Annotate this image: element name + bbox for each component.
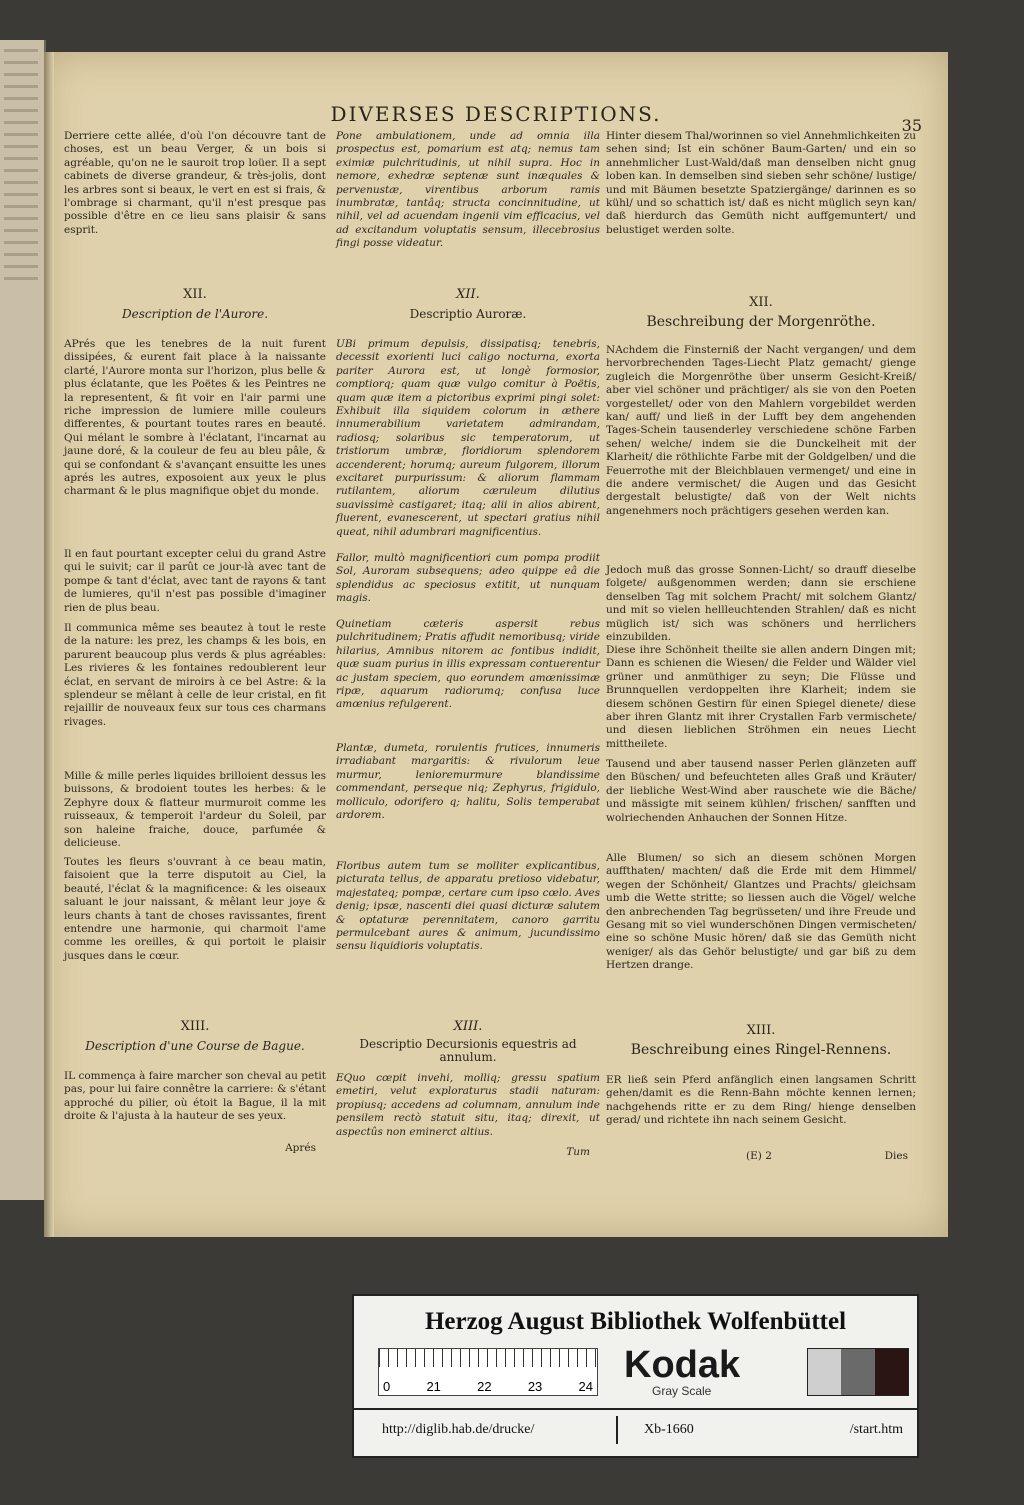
kodak-logo: Kodak [624,1344,741,1386]
la-section-12-number: XII. [456,287,480,302]
de-section-13-title: Beschreibung eines Ringel-Rennens. [630,1042,892,1058]
la-section-13-title: Descriptio Decursionis equestris ad annulum. [359,1037,577,1065]
de-section-12-title: Beschreibung der Morgenröthe. [646,314,876,330]
start-page-path: /start.htm [849,1422,903,1437]
fr-s12-paragraph-3: Il communica même ses beautez à tout le reste de la nature: les prez, les champs & les bois, en parurent beaucoup plus verds & plus agréables: Les rivieres & les fontaines redoublerent leur éclat, en servant de miroirs à ce bel Astre: & la splendeur se mêlant à celle de leur cristal, en fit rejaillir de nouveaux feux sur tous ces charmans rivages. [64,622,326,728]
de-catchword: Dies [884,1150,908,1162]
library-target-label [352,1294,919,1458]
ruler-number: 24 [578,1379,593,1394]
la-s13-paragraph-1: EQuo cœpit invehi, molliq; gressu spatium emetiri, velut exploraturus stadii naturam: propiusq; accedens ad columnam, annulum inde pensilem rectò statuit situ, itaq; direxit, ut aspectûs non eminerct altius. [336,1072,600,1138]
adjacent-page-edge [0,40,46,1200]
la-s12-paragraph-3: Quinetiam cæteris aspersit rebus pulchritudinem; Pratis affudit nemoribusq; viride hilarius, Amnibus nitorem ac fontibus indidit, quæ suam purius in illis expressam contuerentur ac justam speciem, quo eorundem amœnissimæ ripæ, aquarum radiorumq; confusa luce amœnius refulgerent. [336,618,600,711]
la-s12-paragraph-4: Plantæ, dumeta, rorulentis frutices, innumeris irradiabant margaritis: & rivulorum leue murmur, lenioremurmure blandissime commendant, perseque niq; Zephyrus, frigidulo, molliculo, odorifero q; halitu, Solis temperabat ardorem. [336,742,600,822]
ruler-number: 0 [383,1379,391,1394]
fr-section-12-title: Description de l'Aurore. [121,307,269,321]
de-section-12-number: XII. [749,295,773,310]
scale-ruler [378,1348,598,1396]
gray-scale-swatches [807,1348,909,1396]
fr-section-13-title: Description d'une Course de Bague. [85,1039,305,1053]
de-s12-paragraph-5: Alle Blumen/ so sich an diesem schönen Morgen auffthaten/ machten/ daß die Erde mit dem Himmel/ wegen der Schönheit/ Glantzes und Prachts/ gleichsam umb die Wette stritte; so liessen auch die Vögel/ welche den anbrechenden Tag begrüsseten/ und ihre Freude und Gesang mit so viel wunderschönen Dingen vermischeten/ eine so schöne Music hören/ daß sie das Gemüth nicht weniger/ als das Gehör belustigte/ und gar biß zu dem Hertzen drange. [606,852,916,972]
la-section-13-number: XIII. [453,1019,483,1034]
la-section-12-title: Descriptio Auroræ. [409,307,527,321]
library-name: Herzog August Bibliothek Wolfenbüttel [424,1308,847,1335]
digital-library-url: http://diglib.hab.de/drucke/ [382,1422,535,1437]
fr-s12-paragraph-1: APrés que les tenebres de la nuit furent dissipées, & eurent fait place à la naissante clarté, l'Aurore monta sur l'horizon, plus belle & plus éclatante, que les Poëtes & les Peintres ne la representent, & fit voir en l'air parmi une riche impression de lumiere mille couleurs differentes, & pourtant toutes rares en beauté. Qui mélant le sombre à l'éclatant, l'incarnat au jaune doré, & la couleur de feu au bleu pâle, & qui se confondant & s'avançant ensuitte les unes aprés les autres, exposoient aux yeux le plus charmant & le plus magnifique objet du monde. [64,338,326,498]
gray-scale-label: Gray Scale [652,1384,712,1398]
label-footer [354,1408,917,1450]
page-gutter-shadow [44,52,54,1237]
footer-divider [616,1416,618,1444]
ruler-ticks [379,1349,597,1367]
ruler-number: 22 [477,1379,492,1394]
de-s12-paragraph-4: Tausend und aber tausend nasser Perlen glänzeten auff den Büschen/ und befeuchteten alles Graß und Kräuter/ der liebliche West-Wind aber rauschete wie die Bäche/ und mässigte mit seinem kühlen/ frischen/ sanfften und wolriechenden Anhauchen der Sonnen Hitze. [606,758,916,824]
fr-s12-paragraph-2: Il en faut pourtant excepter celui du grand Astre qui le suivit; car il parût ce jour-là avec tant de pompe & tant d'éclat, avec tant de rayons & tant de lumieres, qu'il n'est pas possible d'imaginer rien de plus beau. [64,548,326,614]
fr-s13-paragraph-1: IL commença à faire marcher son cheval au petit pas, pour lui faire connêtre la carriere: & s'étant approché du pilier, où étoit la Bague, il la mit droite & l'ajusta à la hauteur de ses yeux. [64,1070,326,1123]
de-s13-paragraph-1: ER ließ sein Pferd anfänglich einen langsamen Schritt gehen/damit es die Renn-Bahn möchte kennen lernen; nachgehends ritte er zu dem Ring/ hienge denselben gerad/ und richtete ihn nach seinem Gesicht. [606,1074,916,1127]
de-section-13-number: XIII. [746,1023,776,1038]
la-s12-paragraph-2: Fallor, multò magnificentiori cum pompa prodiit Sol, Auroram subsequens; adeo quippe eâ die splendidus ac speciosus extitit, ut nunquam magis. [336,552,600,605]
de-signature-mark: (E) 2 [746,1150,772,1162]
swatch-mid [841,1349,874,1395]
swatch-dark [875,1349,908,1395]
de-s12-paragraph-1: NAchdem die Finsterniß der Nacht vergangen/ und dem hervorbrechenden Tages-Liecht Platz gemacht/ gienge zugleich die Morgenröthe über unserm Gesicht-Kreiß/ aber viel schöner und prächtiger/ als sie von den Poeten vorgestellet/ oder von den Mahlern vorgebildet werden kan/ auff/ und ließ in der Lufft bey dem angehenden Tages-Schein tausenderley verschiedene schöne Farben sehen/ welche/ indem sie die Dunckelheit mit der Klarheit/ die röthlichte Farbe mit der Goldgelben/ und die Feuerrothe mit der Bleichblauen vermenget/ und eine in die andere vermischet/ die Augen und das Gesicht dergestalt belustigte/ daß von der Welt nichts angenehmers noch prächtigers gesehen werden kan. [606,344,916,517]
fr-s12-paragraph-5: Toutes les fleurs s'ouvrant à ce beau matin, faisoient que la terre disputoit au Ciel, la beauté, l'éclat & la magnificence: & les oiseaux saluant le jour naissant, & mêlant leur joye & leurs chants à tant de choses ravissantes, firent entendre une harmonie, qui charmoit l'ame comme les oreilles, & qui portoit le plaisir jusques dans le cœur. [64,856,326,962]
de-intro: Hinter diesem Thal/worinnen so viel Annehmlichkeiten zu sehen sind; Ist ein schöner Baum-Garten/ und ein so annehmlicher Lust-Wald/daß man denselben nicht gnug loben kan. In demselben sind sieben sehr schöne/ lustige/ und mit Bäumen besetzte Spatziergänge/ darinnen es so kühl/ und so schattich ist/ daß es nicht müglich seyn kan/ daß hierdurch das Gemüth nicht auffgemuntert/ und belustiget werden solte. [606,130,916,236]
running-header: DIVERSES DESCRIPTIONS. [330,102,662,126]
fr-intro: Derriere cette allée, d'où l'on découvre tant de choses, est un beau Verger, & un bois si agréable, qu'on ne le sauroit trop loüer. Il a sept cabinets de diverse grandeur, & très-jolis, dont les arbres sont si beaux, le vert en est si frais, & l'ombrage si charmant, qu'il n'est presque pas possible d'être en ce lieu sans plaisir & sans esprit. [64,130,326,236]
fr-section-12-number: XII. [183,287,207,302]
ruler-numbers [379,1379,597,1394]
la-s12-paragraph-1: UBi primum depulsis, dissipatisq; tenebris, decessit exorienti luci caligo nocturna, exorta pariter Aurora est, ut longè formosior, comptiorq; quam quæ vulgo comitur à Poëtis, quam quæ item a pictoribus exprimi pingi solet: Exhibuit illa siquidem colorum in æthere innumerabilium varietatem admirandam, radiosq; solaribus sic temperatorum, ut tristiorum umbræ, floridiorum splendorem accenderent; horumq; aureum fulgorem, illorum excitaret purpurissum: & aliorum flammam rutilantem, aliorum cæruleum dilutius suavissimè castigaret; itaq; alii in alios abirent, fluerent, evanescerent, ut spectari gratius nihil queat, nihil adumbrari magnificentius. [336,338,600,538]
de-s12-paragraph-3: Diese ihre Schönheit theilte sie allen andern Dingen mit; Dann es schienen die Wiesen/ die Felder und Wälder viel grüner und anmüthiger zu seyn; Die Flüsse und Brunnquellen verdoppelten ihre Klarheit; indem sie diesem schönen Gestirn für einen Spiegel dienete/ diese aber ihren Glantz mit ihrer Crystallen Farb vermischete/ und diesen lieblichen Ströhmen ein neues Liecht mittheilete. [606,644,916,750]
book-page [44,52,948,1237]
page-number: 35 [901,116,922,135]
ruler-number: 23 [527,1379,543,1394]
fr-s12-paragraph-4: Mille & mille perles liquides brilloient dessus les buissons, & brodoient toutes les herbes: & le Zephyre doux & flatteur murmuroit comme les ruisseaux, & temperoit l'ardeur du Soleil, par son haleine fraiche, douce, parfumée & delicieuse. [64,770,326,850]
shelfmark: Xb-1660 [644,1422,694,1437]
ruler-number: 21 [426,1379,441,1394]
la-catchword: Tum [566,1146,590,1158]
swatch-light [808,1349,841,1395]
fr-catchword: Aprés [285,1142,316,1154]
de-s12-paragraph-2: Jedoch muß das grosse Sonnen-Licht/ so drauff dieselbe folgete/ außgenommen werden; dann sie erschiene denselben Tag mit solchem Pracht/ mit solchem Glantz/ und mit so vielen hellleuchtenden Strahlen/ daß es nicht müglich ist/ sich was schöners und herrlichers einzubilden. [606,564,916,644]
la-intro: Pone ambulationem, unde ad omnia illa prospectus est, pomarium est atq; nemus tam eximiæ pulchritudinis, ut nihil supra. Hoc in nemore, exhedræ septenæ sunt inæquales & pervenustæ, virentibus arborum ramis inumbratæ, tantâq; structa concinnitudine, ut nihil, vel ad acuendam ingenii vim efficacius, vel ad excitandum voluptatis sensum, illecebrosius fingi posse videatur. [336,130,600,250]
la-s12-paragraph-5: Floribus autem tum se molliter explicantibus, picturata tellus, de apparatu pretioso videbatur, majestateq; pompæ, certare cum ipso cœlo. Aves denig; ipsæ, nascenti diei quasi dicturæ salutem & optaturæ perennitatem, canoro garritu permulcebant aures & animum, jucundissimo sensu liquidioris voluptatis. [336,860,600,953]
fr-section-13-number: XIII. [180,1019,210,1034]
